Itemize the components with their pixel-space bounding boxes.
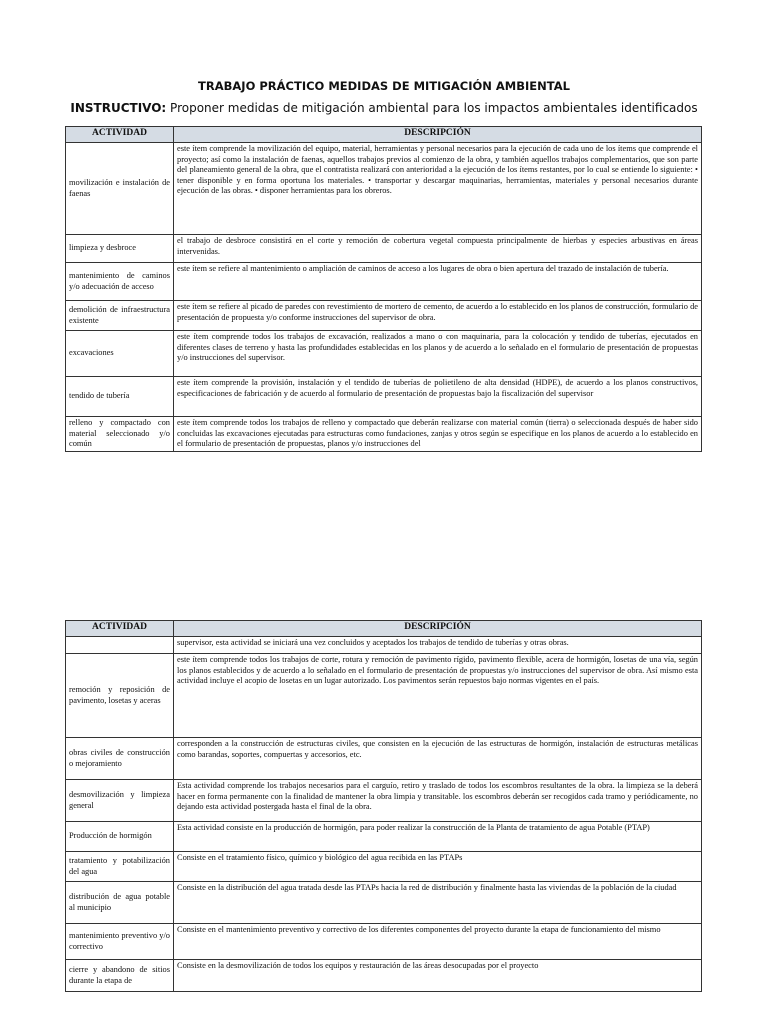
activity-cell: remoción y reposición de pavimento, losetas y aceras xyxy=(66,654,174,738)
activity-cell: tratamiento y potabilización del agua xyxy=(66,852,174,882)
description-cell: corresponden a la construcción de estructuras civiles, que consisten en la ejecución de las estructuras de hormigón, instalación de estructuras metálicas como barandas, soportes, compuertas y accesorios, etc. xyxy=(174,738,702,780)
description-cell: el trabajo de desbroce consistirá en el corte y remoción de cobertura vegetal compuesta principalmente de hierbas y especies arbustivas en áreas intervenidas. xyxy=(174,235,702,263)
table-row xyxy=(66,822,702,852)
description-cell: Consiste en la distribución del agua tratada desde las PTAPs hacia la red de distribución y finalmente hasta las viviendas de la población de la ciudad xyxy=(174,882,702,924)
table-row xyxy=(66,852,702,882)
table-row xyxy=(66,738,702,780)
column-header-actividad: ACTIVIDAD xyxy=(66,621,174,637)
activity-cell: relleno y compactado con material seleccionado y/o común xyxy=(66,417,174,452)
activity-cell: desmovilización y limpieza general xyxy=(66,780,174,822)
table-row xyxy=(66,235,702,263)
activity-cell xyxy=(66,637,174,654)
table-row xyxy=(66,301,702,331)
description-cell: este ítem comprende todos los trabajos de excavación, realizados a mano o con maquinaria, para la colocación y tendido de tuberías, ejecutados en diferentes clases de terreno y hasta las profundidades establecidas en los planos y de acuerdo a lo señalado en el formulario de presentación de propuestas y/o instrucciones del supervisor. xyxy=(174,331,702,377)
description-cell: este ítem comprende todos los trabajos de corte, rotura y remoción de pavimento rígido, pavimento flexible, acera de hormigón, losetas de una vía, según los planos establecidos y de acuerdo a lo señalado en el formulario de presentación de propuestas y/o instrucciones del supervisor de obra. Así mismo esta actividad incluye el acopio de losetas en un lugar autorizado. Los pavimentos serán repuestos bajo normas vigentes en el país. xyxy=(174,654,702,738)
table-header-row xyxy=(66,127,702,143)
description-cell: supervisor, esta actividad se iniciará una vez concluidos y aceptados los trabajos de tendido de tuberías y otras obras. xyxy=(174,637,702,654)
description-cell: Consiste en la desmovilización de todos los equipos y restauración de las áreas desocupadas por el proyecto xyxy=(174,960,702,992)
table-row xyxy=(66,882,702,924)
document-title: TRABAJO PRÁCTICO MEDIDAS DE MITIGACIÓN AMBIENTAL xyxy=(198,79,570,93)
table-row xyxy=(66,263,702,301)
activity-cell: tendido de tubería xyxy=(66,377,174,417)
instructivo-text: Proponer medidas de mitigación ambiental para los impactos ambientales identificados xyxy=(166,101,698,115)
instructions-line xyxy=(0,101,768,115)
activity-cell: movilización e instalación de faenas xyxy=(66,143,174,235)
table-row xyxy=(66,924,702,960)
table-header-row xyxy=(66,621,702,637)
activity-cell: mantenimiento de caminos y/o adecuación de acceso xyxy=(66,263,174,301)
activity-cell: excavaciones xyxy=(66,331,174,377)
description-cell: este ítem comprende la provisión, instalación y el tendido de tuberías de polietileno de alta densidad (HDPE), de acuerdo a los planos constructivos, especificaciones de fabricación y de acuerdo al formulario de presentación de propuestas bajo la fiscalización del supervisor xyxy=(174,377,702,417)
activity-cell: obras civiles de construcción o mejoramiento xyxy=(66,738,174,780)
instructivo-label: INSTRUCTIVO: xyxy=(70,101,167,115)
activity-cell: Producción de hormigón xyxy=(66,822,174,852)
activity-cell: mantenimiento preventivo y/o correctivo xyxy=(66,924,174,960)
activity-cell: limpieza y desbroce xyxy=(66,235,174,263)
column-header-descripcion: DESCRIPCIÓN xyxy=(174,621,702,637)
description-cell: este ítem comprende la movilización del equipo, material, herramientas y personal necesarios para la ejecución de cada uno de los ítems que comprende el proyecto; así como la instalación de faenas, aquellos trabajos previos al comienzo de la obra, y también aquellos trabajos complementarios, que son parte del planeamiento general de la obra, que el contratista realizará con anterioridad a la ejecución de los ítems restantes, por lo cual se entiende lo siguiente: • tener disponible y en forma oportuna los materiales. • transportar y descargar maquinarias, herramientas, materiales y personal necesarios durante ejecución de las obras. • disponer herramientas para los obreros. xyxy=(174,143,702,235)
table-row xyxy=(66,637,702,654)
table-row xyxy=(66,654,702,738)
table-row xyxy=(66,780,702,822)
column-header-actividad: ACTIVIDAD xyxy=(66,127,174,143)
description-cell: este ítem comprende todos los trabajos de relleno y compactado que deberán realizarse con material común (tierra) o seleccionada después de haber sido concluidas las excavaciones ejecutadas para estructuras como fundaciones, zanjas y otros según se especifique en los planos de acuerdo a lo establecido en el formulario de presentación de propuestas, planos y/o instrucciones del xyxy=(174,417,702,452)
table-row xyxy=(66,960,702,992)
table-row xyxy=(66,331,702,377)
description-cell: Esta actividad consiste en la producción de hormigón, para poder realizar la construcción de la Planta de tratamiento de agua Potable (PTAP) xyxy=(174,822,702,852)
table-row xyxy=(66,377,702,417)
description-cell: Esta actividad comprende los trabajos necesarios para el carguío, retiro y traslado de todos los escombros resultantes de la obra. la limpieza se la deberá hacer en forma permanente con la finalidad de mantener la obra limpia y transitable. los escombros deberán ser recogidos cada tramo y periódicamente, no dejando esta actividad postergada hasta el final de la obra. xyxy=(174,780,702,822)
description-cell: Consiste en el mantenimiento preventivo y correctivo de los diferentes componentes del proyecto durante la etapa de funcionamiento del mismo xyxy=(174,924,702,960)
column-header-descripcion: DESCRIPCIÓN xyxy=(174,127,702,143)
table-row xyxy=(66,417,702,452)
description-cell: Consiste en el tratamiento físico, químico y biológico del agua recibida en las PTAPs xyxy=(174,852,702,882)
activity-cell: demolición de infraestructura existente xyxy=(66,301,174,331)
activity-cell: distribución de agua potable al municipio xyxy=(66,882,174,924)
description-cell: este ítem se refiere al picado de paredes con revestimiento de mortero de cemento, de acuerdo a lo establecido en los planos de construcción, formulario de presentación de propuesta y/o conforme instrucciones del supervisor de obra. xyxy=(174,301,702,331)
activities-table-page-2 xyxy=(65,620,702,992)
activities-table-page-1 xyxy=(65,126,702,452)
activity-cell: cierre y abandono de sitios durante la etapa de xyxy=(66,960,174,992)
table-row xyxy=(66,143,702,235)
description-cell: este ítem se refiere al mantenimiento o ampliación de caminos de acceso a los lugares de obra o bien apertura del trazado de instalación de tubería. xyxy=(174,263,702,301)
